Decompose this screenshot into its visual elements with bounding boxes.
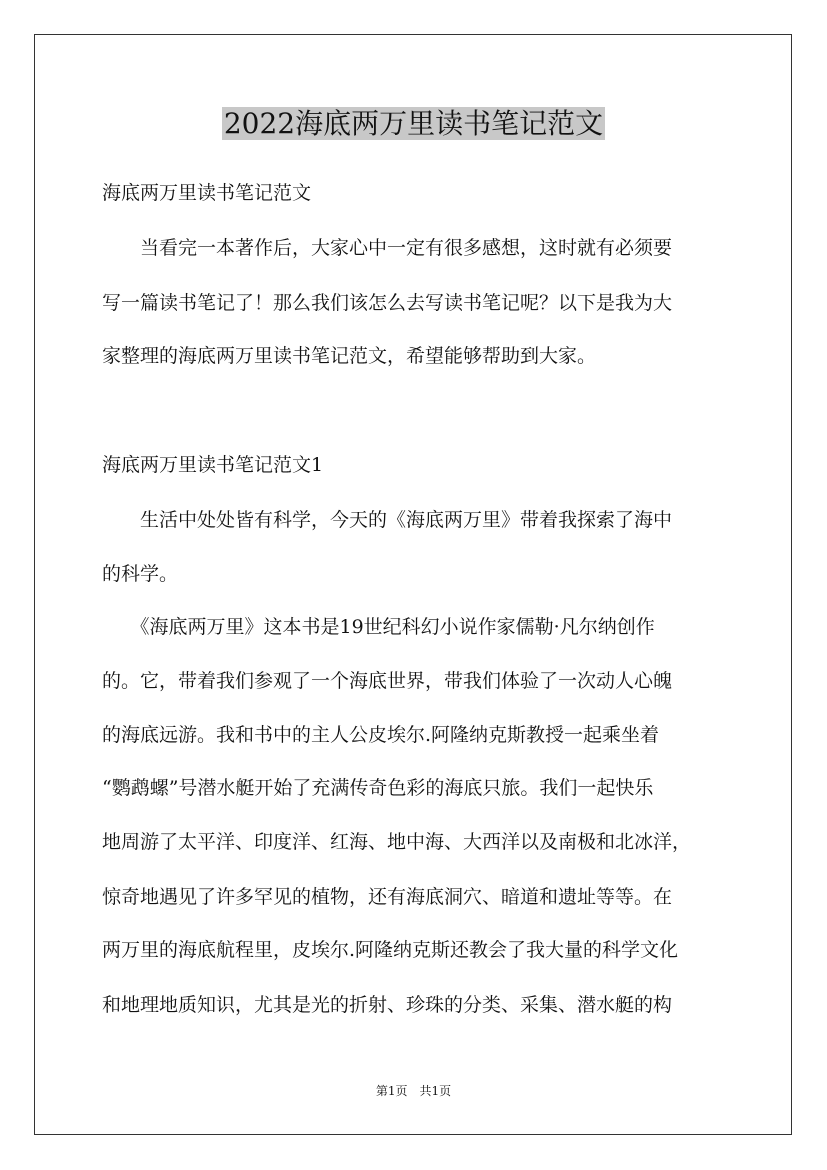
paragraph-line: 的海底远游。我和书中的主人公皮埃尔.阿隆纳克斯教授一起乘坐着: [102, 724, 660, 746]
paragraph-line: 的。它，带着我们参观了一个海底世界，带我们体验了一次动人心魄: [102, 670, 673, 692]
paragraph-line: 两万里的海底航程里，皮埃尔.阿隆纳克斯还教会了我大量的科学文化: [102, 939, 679, 961]
page-footer: 第1页 共1页: [375, 1084, 452, 1098]
paragraph-line: 当看完一本著作后，大家心中一定有很多感想，这时就有必须要: [102, 237, 673, 259]
paragraph-line: 的科学。: [102, 563, 179, 585]
section-heading: 海底两万里读书笔记范文1: [102, 454, 324, 476]
paragraph-line: 《海底两万里》这本书是19世纪科幻小说作家儒勒·凡尔纳创作: [102, 616, 655, 638]
paragraph-line: 惊奇地遇见了许多罕见的植物，还有海底洞穴、暗道和遗址等等。在: [102, 886, 673, 908]
paragraph-line: 生活中处处皆有科学，今天的《海底两万里》带着我探索了海中: [102, 509, 673, 531]
section-heading: 海底两万里读书笔记范文: [102, 182, 312, 204]
paragraph-line: 地周游了太平洋、印度洋、红海、地中海、大西洋以及南极和北冰洋，: [102, 831, 692, 853]
paragraph-line: “鹦鹉螺”号潜水艇开始了充满传奇色彩的海底只旅。我们一起快乐: [102, 777, 654, 799]
document-title-text: 2022海底两万里读书笔记范文: [223, 107, 604, 140]
paragraph-line: 家整理的海底两万里读书笔记范文，希望能够帮助到大家。: [102, 345, 597, 367]
paragraph-line: 和地理地质知识，尤其是光的折射、珍珠的分类、采集、潜水艇的构: [102, 994, 673, 1016]
paragraph-line: 写一篇读书笔记了！那么我们该怎么去写读书笔记呢？以下是我为大: [102, 292, 673, 314]
document-title: [0, 102, 827, 146]
